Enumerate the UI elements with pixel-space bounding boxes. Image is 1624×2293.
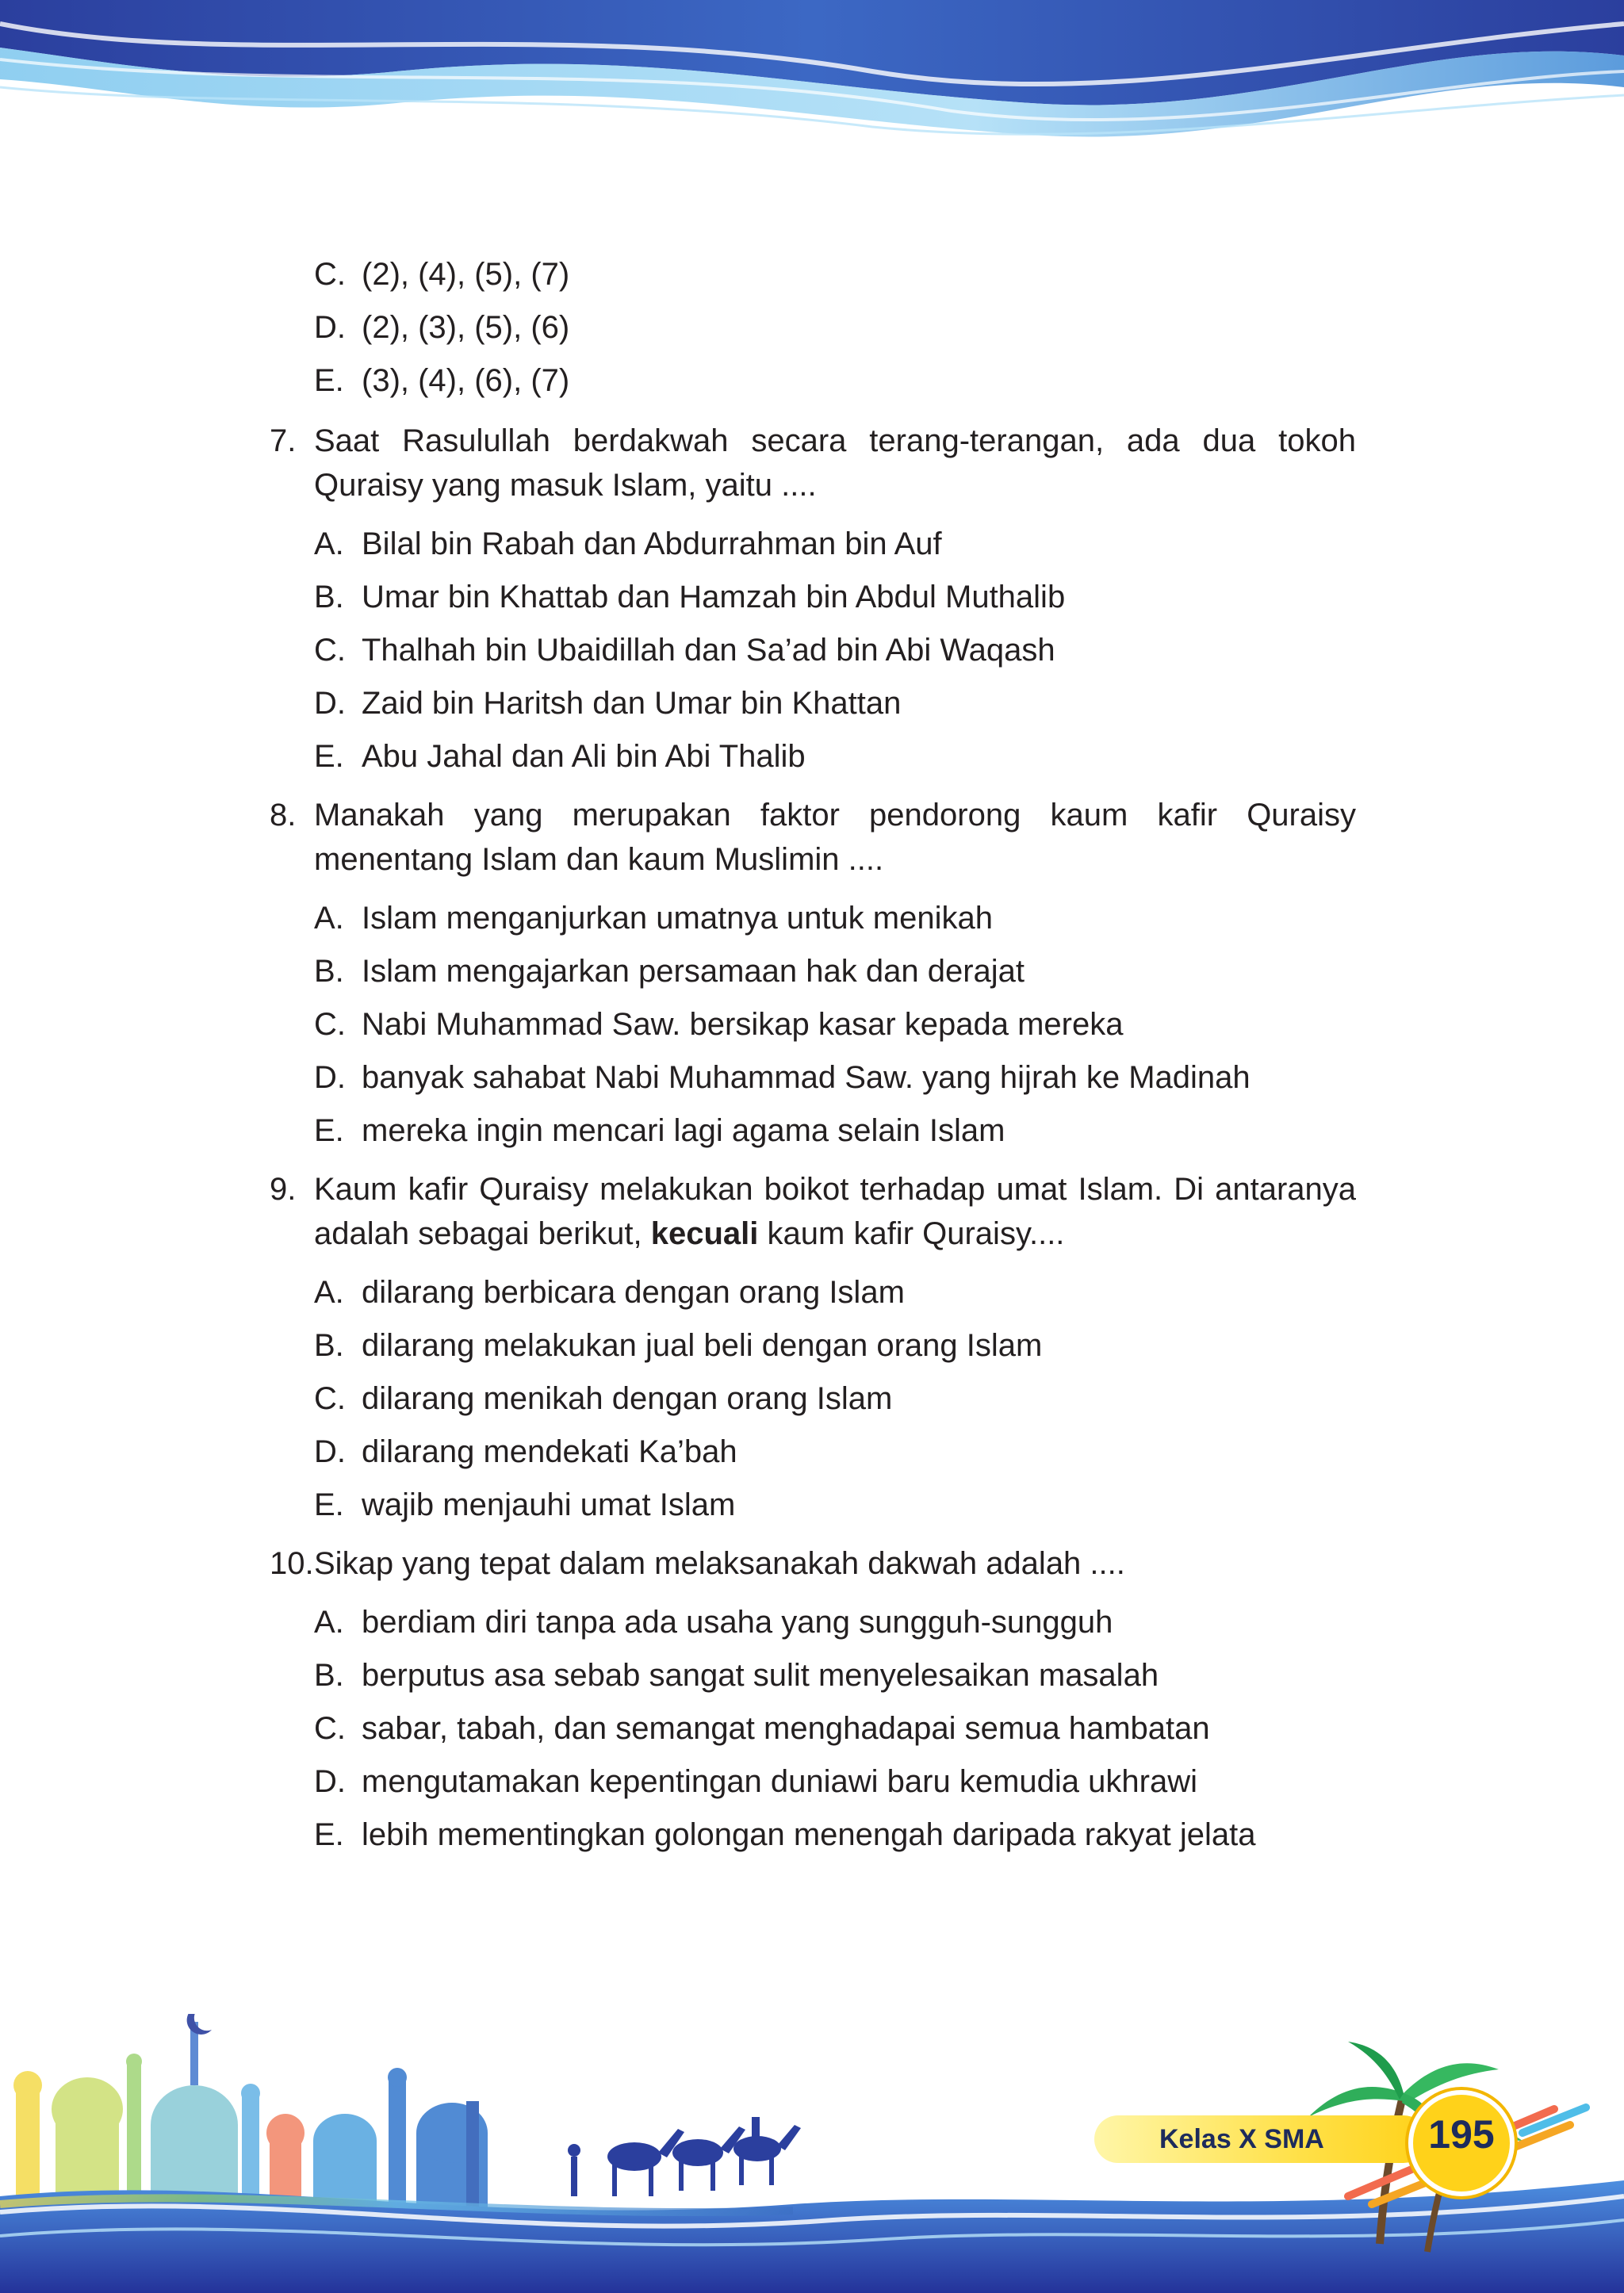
option-text: dilarang melakukan jual beli dengan orang Islam xyxy=(362,1328,1043,1363)
option-letter: C. xyxy=(314,633,346,668)
option-text: Nabi Muhammad Saw. bersikap kasar kepada mereka xyxy=(362,1007,1124,1042)
answer-option xyxy=(314,358,1356,403)
stem-emphasis: kecuali xyxy=(650,1216,759,1251)
option-text: dilarang mendekati Ka’bah xyxy=(362,1434,737,1469)
option-letter: D. xyxy=(314,1764,346,1799)
answer-option xyxy=(314,949,1356,993)
option-text: Abu Jahal dan Ali bin Abi Thalib xyxy=(362,739,806,774)
option-text: dilarang berbicara dengan orang Islam xyxy=(362,1275,905,1310)
question-options xyxy=(314,896,1356,1153)
option-letter: D. xyxy=(314,686,346,721)
answer-option xyxy=(314,1653,1356,1698)
option-letter: A. xyxy=(314,526,344,561)
mosque-silhouette-icon xyxy=(13,2014,488,2212)
option-letter: C. xyxy=(314,1007,346,1042)
question-options xyxy=(314,1270,1356,1527)
answer-option xyxy=(314,1600,1356,1644)
question-stem: Manakah yang merupakan faktor pendorong kaum kafir Quraisy menentang Islam dan kaum Muslimin .... xyxy=(314,798,1356,877)
option-letter: E. xyxy=(314,1817,344,1852)
camel-caravan-icon xyxy=(568,2117,801,2196)
question-stem: Saat Rasulullah berdakwah secara terang-terangan, ada dua tokoh Quraisy yang masuk Islam, yaitu .... xyxy=(314,423,1356,503)
option-letter: D. xyxy=(314,310,346,345)
answer-option xyxy=(314,1430,1356,1474)
stem-text: kaum kafir Quraisy.... xyxy=(758,1216,1065,1251)
answer-option xyxy=(314,1055,1356,1100)
answer-option xyxy=(314,1483,1356,1527)
question-number: 8. xyxy=(270,798,297,833)
option-text: lebih mementingkan golongan menengah daripada rakyat jelata xyxy=(362,1817,1256,1852)
answer-option xyxy=(314,896,1356,940)
option-text: berputus asa sebab sangat sulit menyelesaikan masalah xyxy=(362,1658,1159,1693)
question-9 xyxy=(270,1167,1356,1527)
option-text: Islam menganjurkan umatnya untuk menikah xyxy=(362,901,993,936)
option-text: (3), (4), (6), (7) xyxy=(362,363,570,398)
option-text: Bilal bin Rabah dan Abdurrahman bin Auf xyxy=(362,526,942,561)
answer-option xyxy=(314,1759,1356,1804)
page-number: 195 xyxy=(1428,2112,1495,2157)
option-letter: B. xyxy=(314,1328,344,1363)
option-text: mereka ingin mencari lagi agama selain Islam xyxy=(362,1113,1005,1148)
option-text: berdiam diri tanpa ada usaha yang sungguh-sungguh xyxy=(362,1605,1113,1640)
answer-option xyxy=(314,1002,1356,1047)
question-number: 10. xyxy=(270,1546,314,1581)
answer-option xyxy=(314,628,1356,672)
option-text: wajib menjauhi umat Islam xyxy=(362,1487,736,1522)
option-letter: B. xyxy=(314,1658,344,1693)
question-stem xyxy=(314,1167,1356,1256)
option-letter: A. xyxy=(314,1275,344,1310)
stem-text: Kaum kafir Quraisy melakukan boikot terhadap umat Islam. Di antaranya adalah sebagai berikut, xyxy=(314,1172,1356,1251)
option-text: sabar, tabah, dan semangat menghadapai semua hambatan xyxy=(362,1711,1210,1746)
answer-option xyxy=(314,252,1356,297)
leading-options xyxy=(314,252,1356,403)
answer-option xyxy=(314,1376,1356,1421)
option-letter: C. xyxy=(314,257,346,292)
option-letter: E. xyxy=(314,739,344,774)
option-letter: E. xyxy=(314,1113,344,1148)
option-letter: E. xyxy=(314,363,344,398)
answer-option xyxy=(314,522,1356,566)
option-text: Islam mengajarkan persamaan hak dan derajat xyxy=(362,954,1025,989)
question-10 xyxy=(270,1541,1356,1857)
option-text: banyak sahabat Nabi Muhammad Saw. yang hijrah ke Madinah xyxy=(362,1060,1251,1095)
answer-option xyxy=(314,575,1356,619)
question-stem: Sikap yang tepat dalam melaksanakah dakwah adalah .... xyxy=(314,1546,1125,1581)
option-letter: D. xyxy=(314,1060,346,1095)
option-text: Umar bin Khattab dan Hamzah bin Abdul Muthalib xyxy=(362,580,1066,614)
answer-option xyxy=(314,734,1356,779)
option-letter: D. xyxy=(314,1434,346,1469)
answer-option xyxy=(314,1270,1356,1315)
option-text: (2), (4), (5), (7) xyxy=(362,257,570,292)
option-letter: C. xyxy=(314,1381,346,1416)
option-letter: B. xyxy=(314,580,344,614)
option-letter: B. xyxy=(314,954,344,989)
option-text: dilarang menikah dengan orang Islam xyxy=(362,1381,893,1416)
option-text: Zaid bin Haritsh dan Umar bin Khattan xyxy=(362,686,902,721)
answer-option xyxy=(314,681,1356,725)
answer-option xyxy=(314,1813,1356,1857)
header-wave-decoration xyxy=(0,0,1624,159)
question-7 xyxy=(270,419,1356,779)
question-8 xyxy=(270,793,1356,1153)
option-letter: E. xyxy=(314,1487,344,1522)
question-options xyxy=(314,522,1356,779)
class-label: Kelas X SMA xyxy=(1159,2124,1324,2154)
option-text: mengutamakan kepentingan duniawi baru kemudia ukhrawi xyxy=(362,1764,1197,1799)
question-number: 7. xyxy=(270,423,297,458)
question-content xyxy=(270,252,1356,1871)
answer-option xyxy=(314,1108,1356,1153)
answer-option xyxy=(314,1706,1356,1751)
option-letter: C. xyxy=(314,1711,346,1746)
answer-option xyxy=(314,1323,1356,1368)
question-options xyxy=(314,1600,1356,1857)
option-text: (2), (3), (5), (6) xyxy=(362,310,570,345)
question-number: 9. xyxy=(270,1172,297,1207)
option-text: Thalhah bin Ubaidillah dan Sa’ad bin Abi Waqash xyxy=(362,633,1055,668)
answer-option xyxy=(314,305,1356,350)
option-letter: A. xyxy=(314,901,344,936)
option-letter: A. xyxy=(314,1605,344,1640)
